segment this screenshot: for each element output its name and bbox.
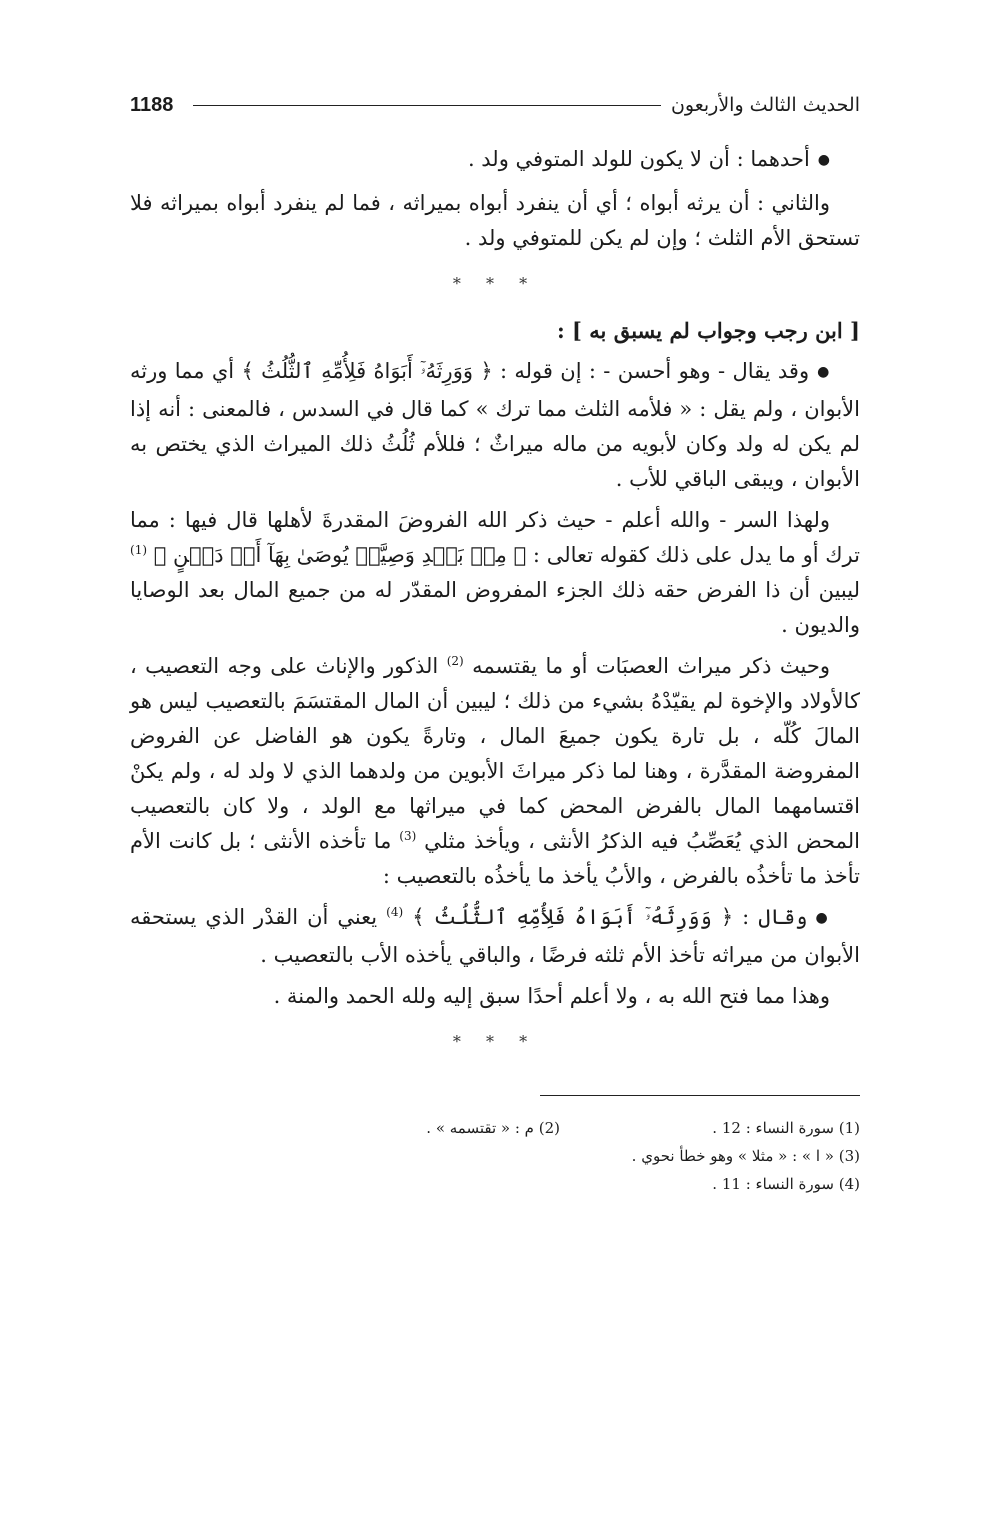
- section-heading: [ ابن رجب وجواب لم يسبق به ] :: [556, 318, 860, 343]
- footnote-4: (4) سورة النساء : 11 .: [712, 1175, 860, 1193]
- running-title: الحديث الثالث والأربعون: [670, 93, 860, 116]
- section-divider-end: * * *: [452, 1032, 538, 1051]
- footnote-ref-3[interactable]: (3): [399, 829, 417, 843]
- footnote-rule: [540, 1095, 860, 1096]
- paragraph-first: [130, 142, 860, 180]
- paragraph-sixth-text-b: يعني أن القدْر الذي يستحقه الأبوان من ميراثه تأخذ الأم ثلثه فرضًا ، والباقي يأخذه الأب بالتعصيب .: [130, 905, 860, 967]
- footnote-row: [130, 1170, 860, 1198]
- footnote-row: [130, 1114, 860, 1142]
- paragraph-sixth-text-a: وقال : ﴿ وَوَرِثَهُۥٓ أَبَوَاهُ فَلِأُمِّهِ ٱلثُّلُثُ ﴾: [412, 905, 808, 929]
- footnote-1: (1) سورة النساء : 12 .: [712, 1119, 860, 1137]
- footnote-ref-4[interactable]: (4): [386, 905, 404, 919]
- page-number: 1188: [130, 93, 174, 116]
- paragraph-second: والثاني : أن يرثه أبواه ؛ أي أن ينفرد أبواه بميراثه ، فما لم ينفرد أبواه بميراثه فلا تستحق الأم الثلث ؛ وإن لم يكن للمتوفي ولد .: [130, 191, 860, 250]
- footnote-ref-2[interactable]: (2): [446, 654, 464, 668]
- footnote-row: [130, 1142, 860, 1170]
- paragraph-sixth: [130, 900, 860, 973]
- paragraph-fourth-text-b: ليبين أن ذا الفرض حقه ذلك الجزء المفروض المقدّر له من جميع المال بعد الوصايا والديون .: [130, 578, 860, 637]
- page-header: [130, 88, 860, 122]
- footnote-3: (3) « ا » : « مثلا » وهو خطأ نحوي .: [631, 1147, 860, 1165]
- footnotes: [130, 1114, 860, 1198]
- paragraph-fifth-text-a: وحيث ذكر ميراث العصبَات أو ما يقتسمه: [472, 654, 831, 678]
- paragraph-fourth: [130, 503, 860, 643]
- paragraph-third: [130, 354, 860, 497]
- header-rule: [193, 105, 661, 106]
- footnote-ref-1[interactable]: (1): [130, 543, 148, 557]
- paragraph-seventh: وهذا مما فتح الله به ، ولا أعلم أحدًا سبق إليه ولله الحمد والمنة .: [273, 984, 830, 1008]
- paragraph-fifth: [130, 649, 860, 894]
- footnote-2: (2) م : « تقتسمه » .: [426, 1119, 560, 1137]
- book-page: [130, 88, 860, 1198]
- paragraph-fifth-text-b: الذكور والإناث على وجه التعصيب ، كالأولاد والإخوة لم يقيّدْهُ بشيء من ذلك ؛ ليبين أن المال المقتسَمَ بالتعصيب ليس هو المالَ كُلّه ، بل تارة يكون جميعَ المال ، وتارةً يكون هو الفاضل عن الفروض المفروضة المقدَّرة ، وهنا لما ذكر ميراثَ الأبوين من ولدهما الذي لا ولد له ، ولم يكنْ اقتسامهما المال بالفرض المحض كما في ميراثها مع الولد ، ولا كان بالتعصيب المحض الذي يُعَصِّبُ فيه الذكرُ الأنثى ، ويأخذ مثلي: [130, 654, 860, 853]
- paragraph-fifth-text-c: ما تأخذه الأنثى ؛ بل كانت الأم تأخذ ما تأخذُه بالفرض ، والأبُ يأخذ ما يأخذُه بالتعصيب :: [130, 829, 860, 888]
- paragraph-first-text: أحدهما : أن لا يكون للولد المتوفي ولد .: [467, 147, 810, 171]
- paragraph-fourth-text-a: ولهذا السر - والله أعلم - حيث ذكر الله الفروضَ المقدرةَ لأهلها قال فيها : مما ترك أو ما يدل على ذلك كقوله تعالى : ﴿ مِنۢ بَعۡدِ وَصِيَّةٖ يُوصَىٰ بِهَآ أَوۡ دَيۡنٍ ﴾: [130, 508, 860, 567]
- paragraph-third-text: وقد يقال - وهو أحسن - : إن قوله : ﴿ وَوَرِثَهُۥٓ أَبَوَاهُ فَلِأُمِّهِ ٱلثُّلُثُ ﴾ أي مما ورثه الأبوان ، ولم يقل : « فلأمه الثلث مما ترك » كما قال في السدس ، فالمعنى : أنه إذا لم يكن له ولد وكان لأبويه من ماله ميراثٌ ؛ فللأم ثُلُثُ ذلك الميراث الذي يختص به الأبوان ، ويبقى الباقي للأب .: [130, 359, 860, 491]
- section-divider: * * *: [452, 274, 538, 293]
